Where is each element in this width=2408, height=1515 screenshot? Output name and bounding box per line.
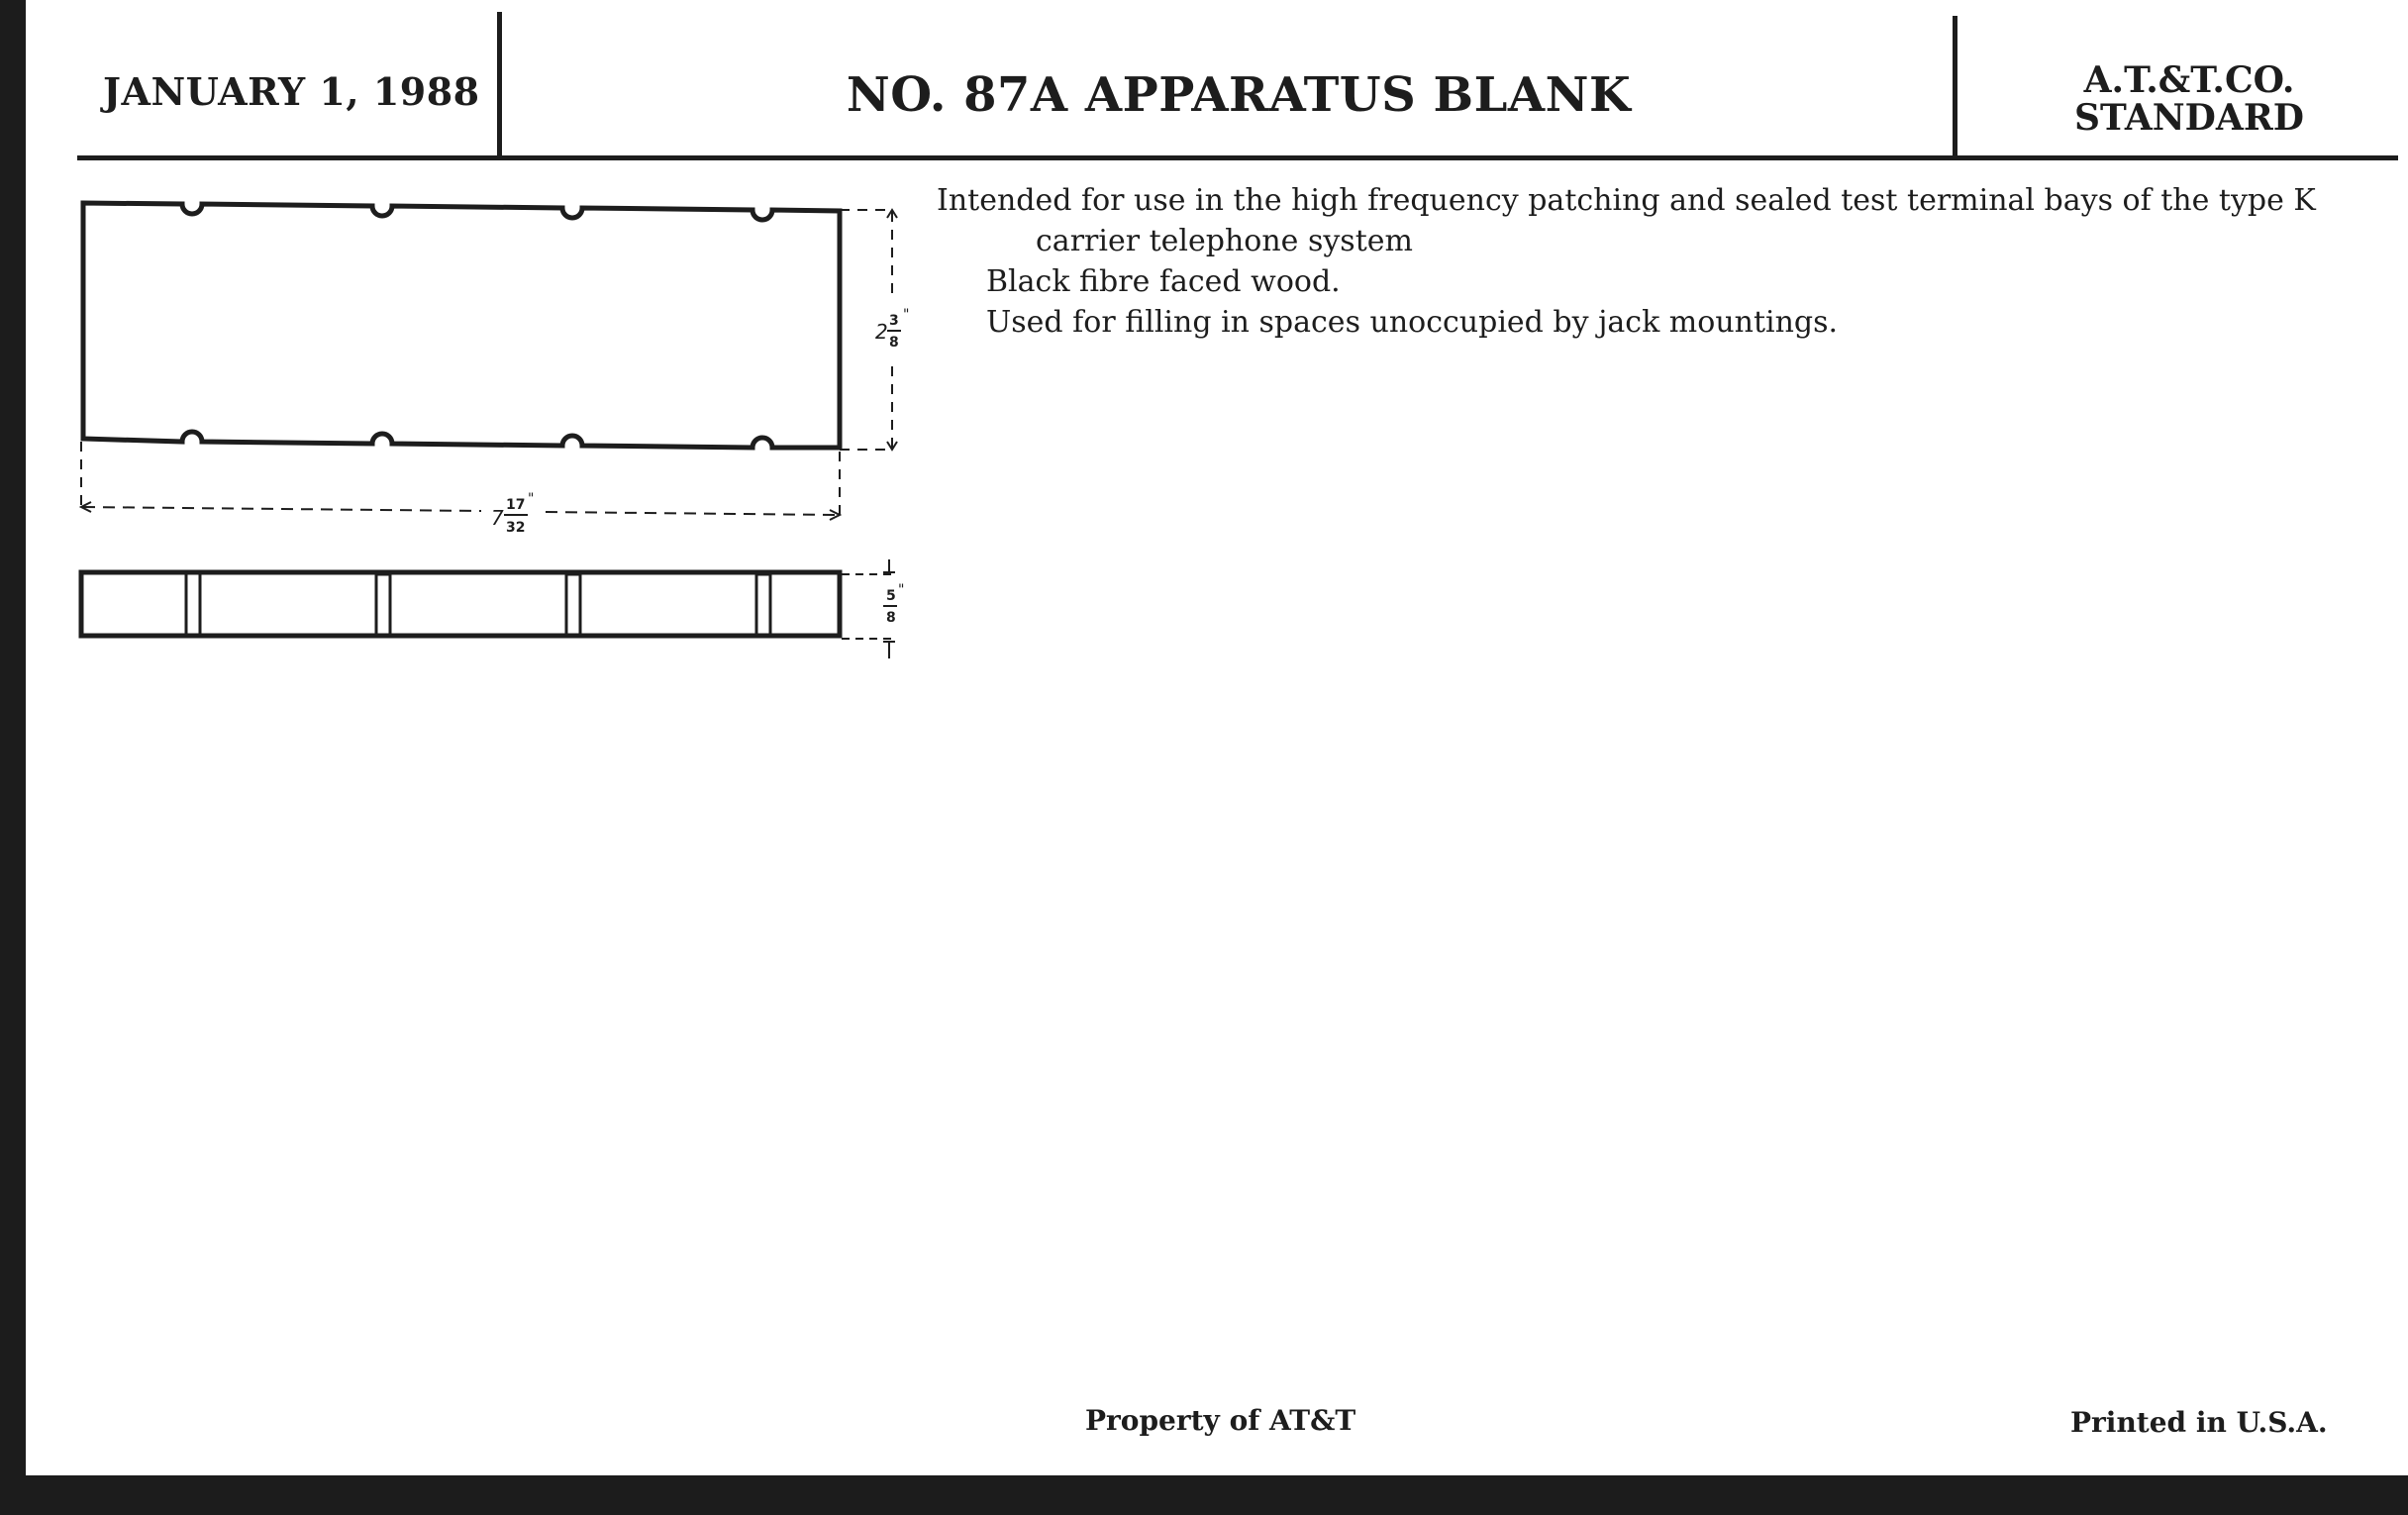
height-dim-unit: " — [903, 307, 910, 323]
standard-line-1: A.T.&T.CO. — [2083, 59, 2295, 101]
description — [937, 180, 2372, 343]
issue-date: JANUARY 1, 1988 — [103, 69, 480, 114]
thickness-dim-numerator: 5 — [886, 588, 896, 604]
footer-printed: Printed in U.S.A. — [2070, 1406, 2328, 1439]
thickness-dim-unit: " — [898, 582, 905, 598]
blank-drawing — [26, 0, 976, 693]
width-dimension — [81, 442, 840, 520]
description-usage: Used for filling in spaces unoccupied by jack mountings. — [986, 305, 1839, 340]
thickness-dimension — [842, 559, 895, 658]
height-dim-denominator: 8 — [889, 335, 899, 351]
thickness-dim-denominator: 8 — [886, 610, 896, 626]
description-material: Black fibre faced wood. — [986, 264, 1341, 299]
width-dim-denominator: 32 — [506, 520, 526, 536]
width-dim-whole: 7 — [491, 506, 504, 530]
standard-line-2: STANDARD — [2074, 97, 2304, 139]
front-view-outline — [83, 203, 840, 448]
description-intended-use: Intended for use in the high frequency patching and sealed test terminal bays of the type K carrier telephone system — [937, 183, 2316, 258]
edge-view — [81, 572, 840, 636]
spec-card — [26, 0, 2408, 1475]
height-dim-numerator: 3 — [889, 313, 899, 329]
width-dim-unit: " — [528, 491, 535, 507]
height-dim-whole: 2 — [875, 320, 888, 344]
standard-label — [1996, 61, 2382, 137]
footer-property: Property of AT&T — [1085, 1404, 1356, 1437]
page-title: NO. 87A APPARATUS BLANK — [846, 67, 1632, 123]
front-view — [83, 203, 840, 448]
width-dim-numerator: 17 — [506, 497, 526, 513]
